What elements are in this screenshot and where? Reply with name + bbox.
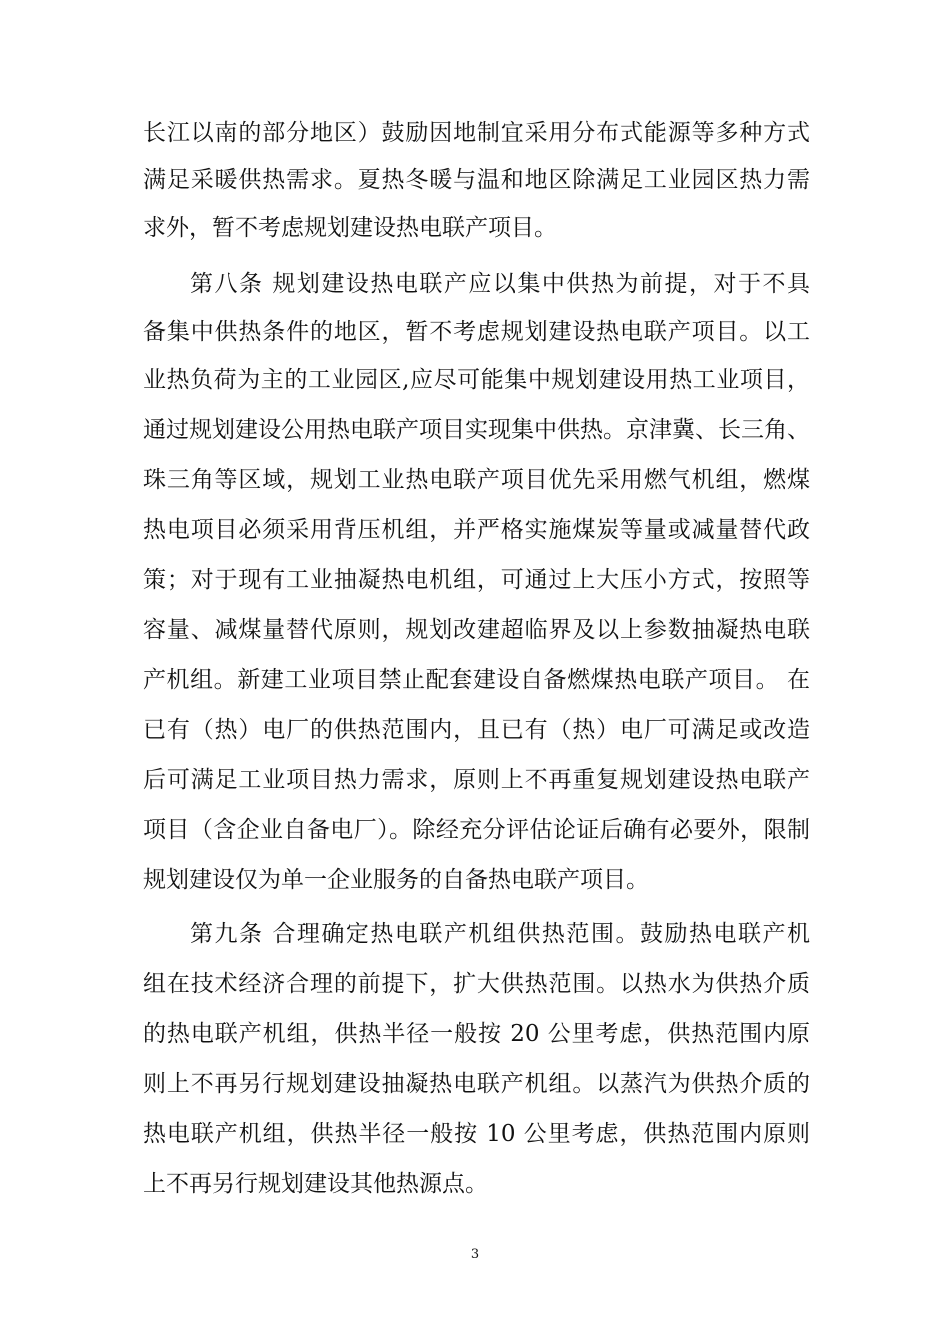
- text-line: 通过规划建设公用热电联产项目实现集中供热。京津冀、长三角、: [143, 417, 810, 443]
- text-line: 满足采暖供热需求。夏热冬暖与温和地区除满足工业园区热力需: [143, 167, 810, 193]
- text-line: 备集中供热条件的地区，暂不考虑规划建设热电联产项目。以工: [143, 319, 810, 345]
- page-number: 3: [470, 1247, 480, 1262]
- text-line: 组在技术经济合理的前提下，扩大供热范围。以热水为供热介质: [143, 971, 810, 997]
- article-8-heading-line: 第八条 规划建设热电联产应以集中供热为前提，对于不具: [190, 271, 810, 297]
- text-line: 求外，暂不考虑规划建设热电联产项目。: [143, 215, 557, 241]
- text-line: 热电项目必须采用背压机组，并严格实施煤炭等量或减量替代政: [143, 517, 810, 543]
- text-line: 项目（含企业自备电厂）。除经充分评估论证后确有必要外，限制: [143, 817, 810, 843]
- text-line: 长江以南的部分地区）鼓励因地制宜采用分布式能源等多种方式: [143, 120, 810, 146]
- text-line: 业热负荷为主的工业园区,应尽可能集中规划建设用热工业项目，: [143, 367, 810, 393]
- text-line: 则上不再另行规划建设抽凝热电联产机组。以蒸汽为供热介质的: [143, 1071, 810, 1097]
- text-line: 热电联产机组，供热半径一般按 10 公里考虑，供热范围内原则: [143, 1121, 810, 1147]
- text-line: 上不再另行规划建设其他热源点。: [143, 1171, 488, 1197]
- text-line: 容量、减煤量替代原则，规划改建超临界及以上参数抽凝热电联: [143, 617, 810, 643]
- text-line: 策；对于现有工业抽凝热电机组，可通过上大压小方式，按照等: [143, 567, 810, 593]
- article-9-heading-line: 第九条 合理确定热电联产机组供热范围。鼓励热电联产机: [190, 921, 810, 947]
- text-line: 后可满足工业项目热力需求，原则上不再重复规划建设热电联产: [143, 767, 810, 793]
- text-line: 规划建设仅为单一企业服务的自备热电联产项目。: [143, 867, 649, 893]
- text-line: 珠三角等区域，规划工业热电联产项目优先采用燃气机组，燃煤: [143, 467, 810, 493]
- text-line: 已有（热）电厂的供热范围内，且已有（热）电厂可满足或改造: [143, 717, 810, 743]
- text-line: 产机组。新建工业项目禁止配套建设自备燃煤热电联产项目。 在: [143, 667, 810, 693]
- text-line: 的热电联产机组，供热半径一般按 20 公里考虑，供热范围内原: [143, 1021, 810, 1047]
